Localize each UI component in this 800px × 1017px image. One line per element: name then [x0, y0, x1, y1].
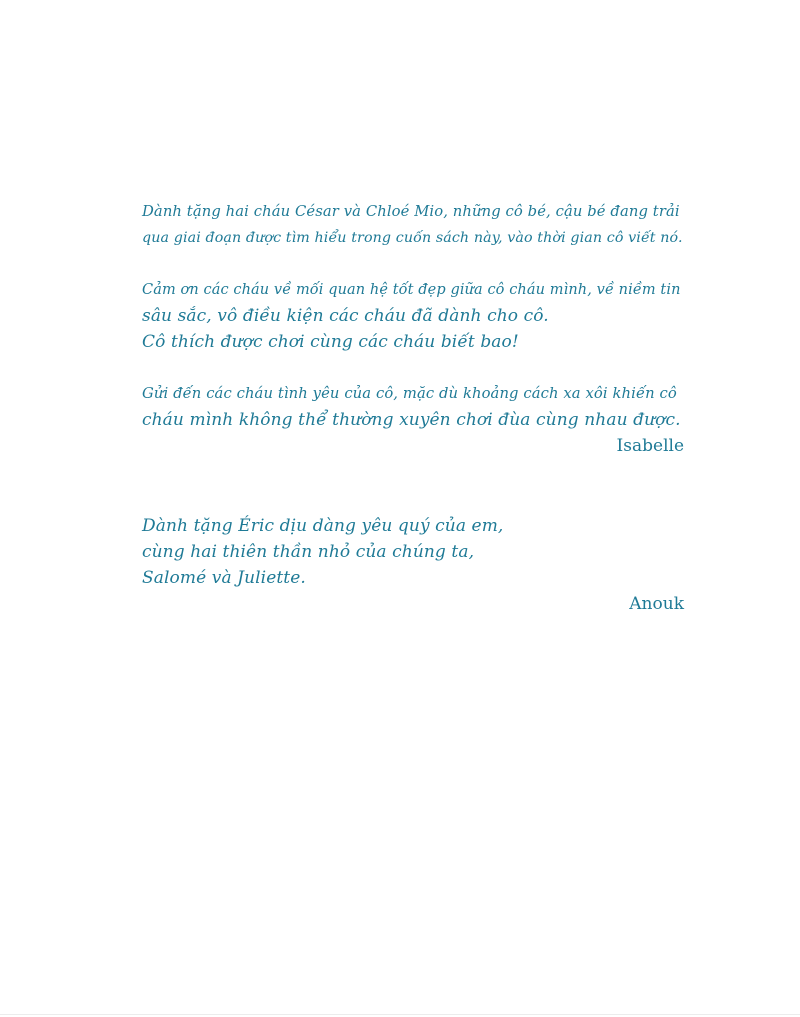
text-line: cùng hai thiên thần nhỏ của chúng ta, — [142, 542, 475, 562]
signature-isabelle: Isabelle — [616, 436, 684, 456]
text-line: Dành tặng Éric dịu dàng yêu quý của em, — [142, 516, 504, 536]
text-line: qua giai đoạn được tìm hiểu trong cuốn sách này, vào thời gian cô viết nó. — [142, 230, 683, 246]
text-line: Dành tặng hai cháu César và Chloé Mio, những cô bé, cậu bé đang trải — [142, 203, 680, 220]
dedication-paragraph-2 — [142, 277, 684, 355]
dedication-paragraph-1 — [142, 199, 684, 251]
text-line: Cảm ơn các cháu về mối quan hệ tốt đẹp giữa cô cháu mình, về niềm tin — [142, 282, 681, 298]
signature-anouk: Anouk — [629, 594, 684, 614]
text-line: Salomé và Juliette. — [142, 568, 306, 588]
text-line: cháu mình không thể thường xuyên chơi đùa cùng nhau được. — [142, 410, 681, 430]
text-line: sâu sắc, vô điều kiện các cháu đã dành cho cô. — [142, 306, 549, 326]
dedication-isabelle — [142, 199, 684, 459]
dedication-paragraph-3 — [142, 381, 684, 433]
text-line: Gửi đến các cháu tình yêu của cô, mặc dù khoảng cách xa xôi khiến cô — [142, 385, 677, 402]
page-bottom-edge — [0, 1014, 800, 1015]
dedication-anouk — [142, 513, 684, 617]
text-line: Cô thích được chơi cùng các cháu biết bao! — [142, 332, 519, 352]
